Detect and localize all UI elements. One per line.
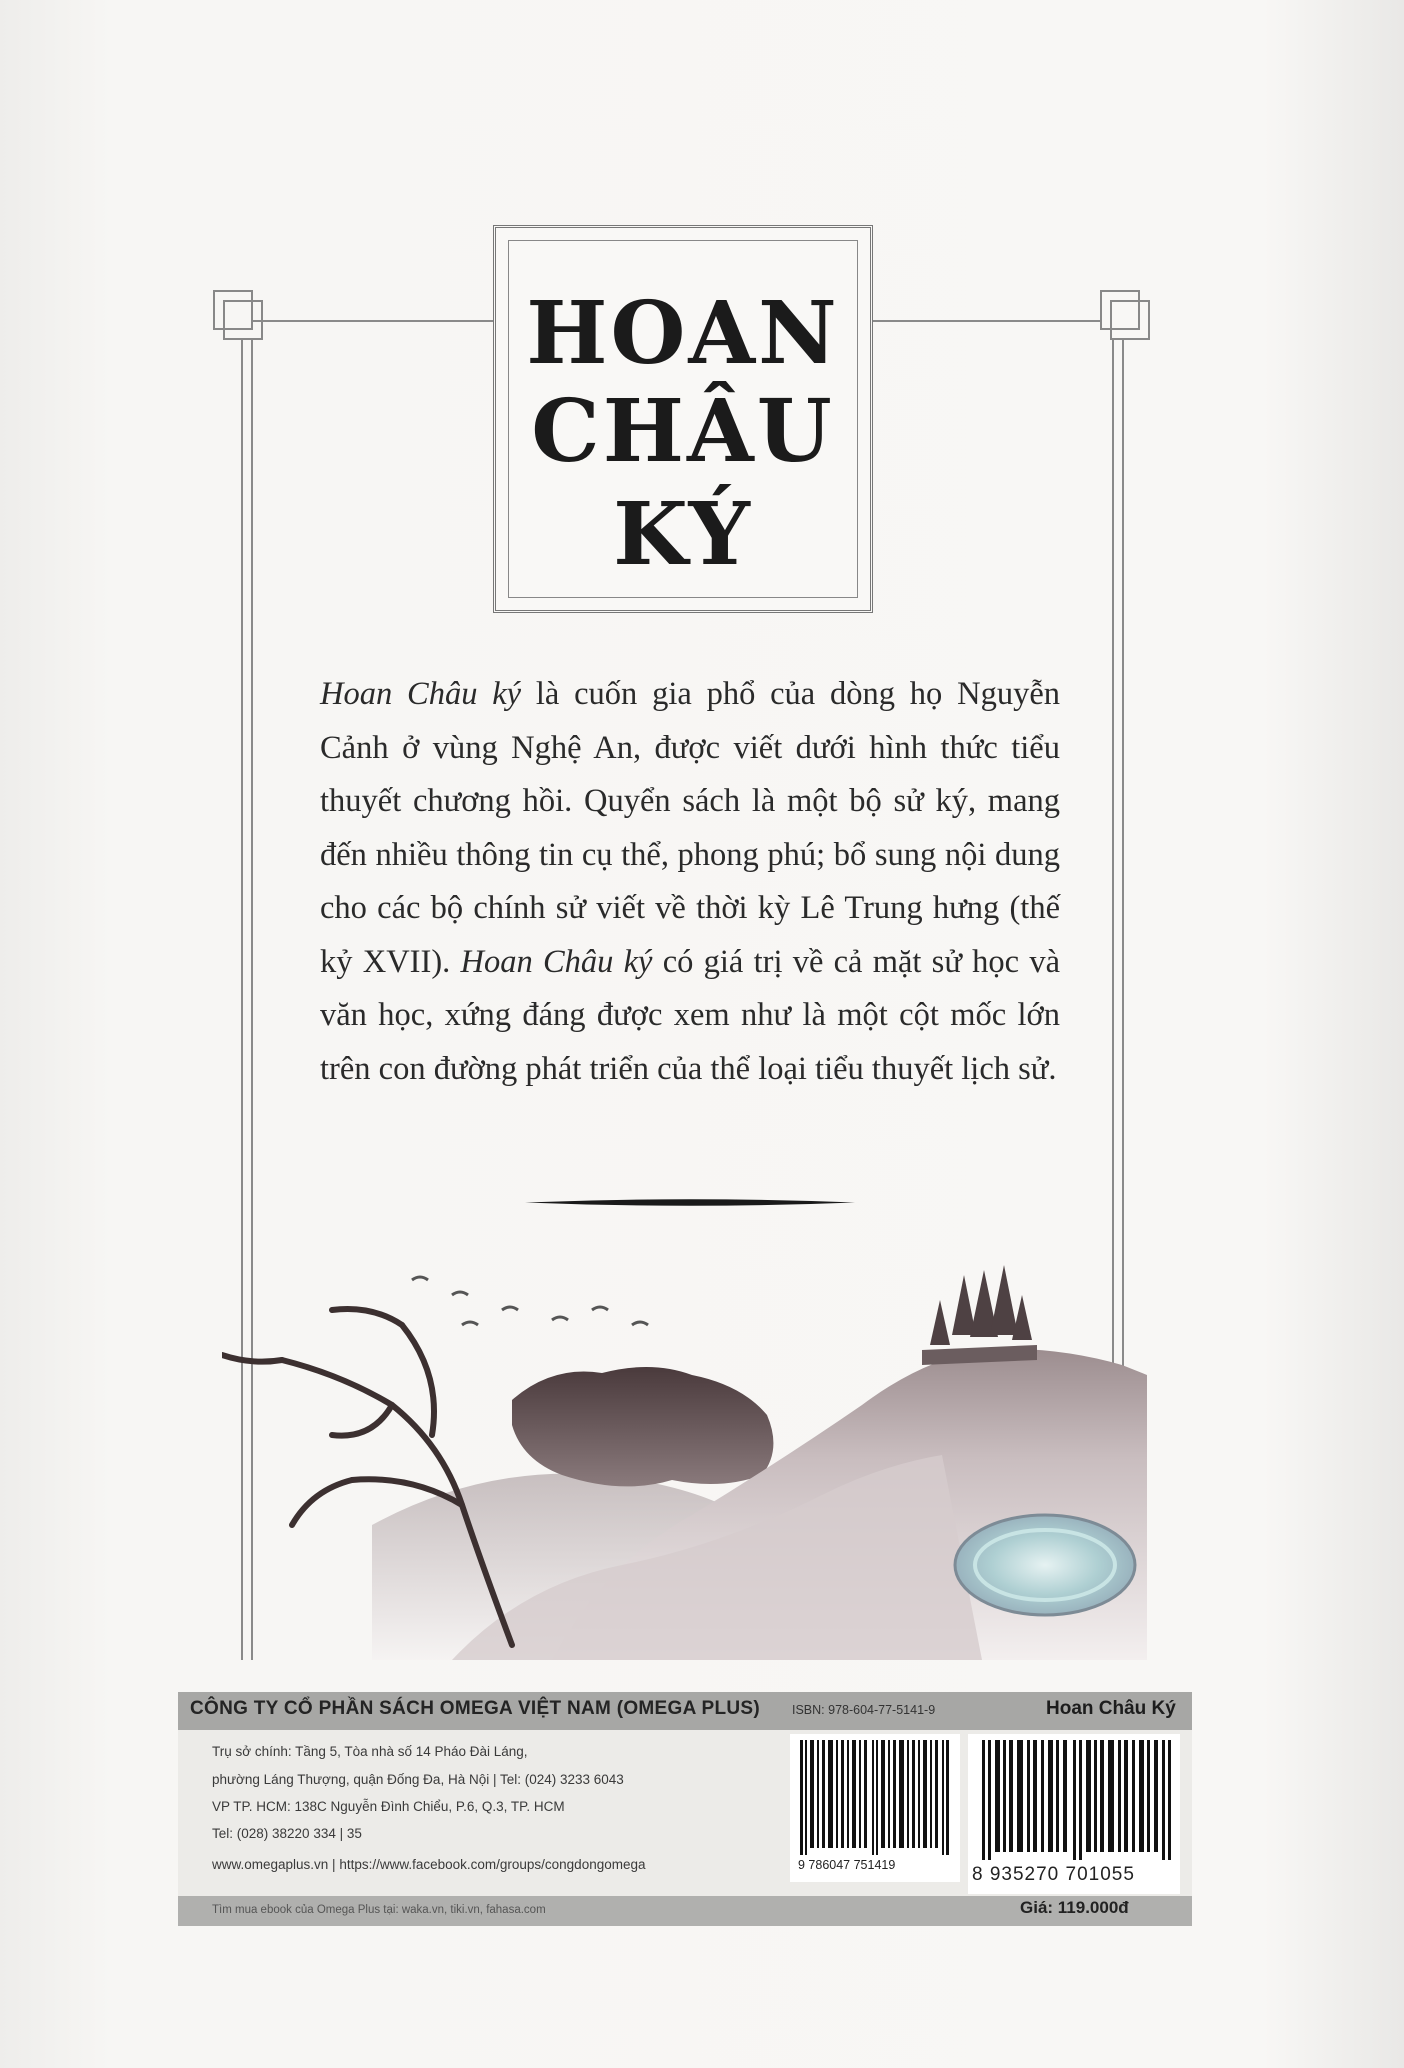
ean-barcode [968,1734,1180,1894]
frame-line-right-h [873,320,1100,322]
address-line-5: www.omegaplus.vn | https://www.facebook.com/groups/congdongomega [212,1857,646,1872]
isbn-barcode-number: 9 786047 751419 [798,1858,896,1872]
description-text-2: có giá trị về cả mặt sử học và văn học, xứng đáng được xem như là một cột mốc lớn trên con đường phát triển của thể loại tiểu thuyết lịch sử. [320,943,1061,1087]
address-line-3: VP TP. HCM: 138C Nguyễn Đình Chiểu, P.6, Q.3, TP. HCM [212,1799,565,1814]
address-line-1: Trụ sở chính: Tầng 5, Tòa nhà số 14 Pháo Đài Láng, [212,1744,528,1759]
hologram-seal [950,1510,1140,1620]
title-line-3: KÝ [613,484,753,585]
book-description [320,668,1060,1096]
book-title-small: Hoan Châu Ký [1046,1698,1176,1719]
book-title-italic: Hoan Châu ký [320,676,522,712]
birds [412,1277,648,1325]
title-box-inner [508,240,858,598]
description-text-1: là cuốn gia phổ của dòng họ Nguyễn Cảnh ở vùng Nghệ An, được viết dưới hình thức tiểu thuyết chương hồi. Quyển sách là một bộ sử ký, mang đến nhiều thông tin cụ thể, phong phú; bổ sung nội dung cho các bộ chính sử viết về thời kỳ Lê Trung hưng (thế kỷ XVII). [320,676,1060,980]
publisher-bar [178,1692,1192,1730]
frame-line-left-h [253,320,493,322]
isbn-barcode [790,1734,960,1882]
ean-barcode-bars [982,1740,1172,1860]
cypress-trees [922,1265,1037,1365]
ornamental-divider [525,1198,855,1207]
publisher-name: CÔNG TY CỔ PHẦN SÁCH OMEGA VIỆT NAM (OMEGA PLUS) [190,1698,760,1719]
title-box [493,225,873,613]
title-line-1: HOAN [526,283,840,384]
title-line-2: CHÂU [531,381,835,482]
address-line-2: phường Láng Thượng, quận Đống Đa, Hà Nội | Tel: (024) 3233 6043 [212,1772,624,1787]
book-title-italic-2: Hoan Châu ký [460,943,653,980]
isbn-text: ISBN: 978-604-77-5141-9 [792,1703,936,1717]
address-line-4: Tel: (028) 38220 334 | 35 [212,1826,362,1841]
ebook-note: Tìm mua ebook của Omega Plus tại: waka.vn, tiki.vn, fahasa.com [212,1904,546,1916]
imprint-panel [178,1692,1192,1926]
ean-barcode-number: 8 935270 701055 [972,1864,1135,1885]
isbn-barcode-bars [800,1740,950,1855]
corner-ornament-right-inner [1110,300,1150,340]
price-label: Giá: 119.000đ [1020,1898,1129,1917]
